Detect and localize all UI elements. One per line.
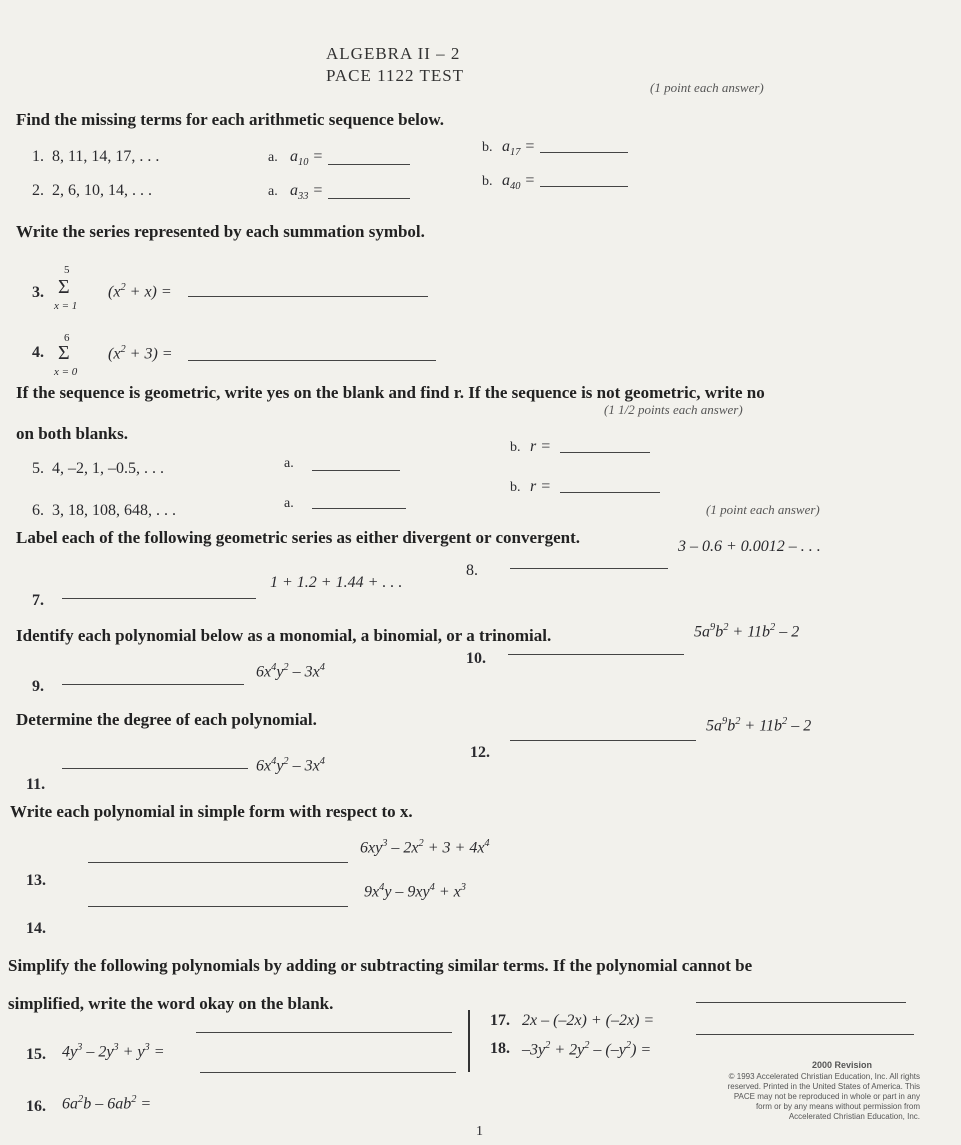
question-14-number: 14. — [26, 920, 46, 937]
question-2b-label: b. — [482, 174, 493, 189]
question-17-number: 17. — [490, 1012, 510, 1029]
question-15-number: 15. — [26, 1046, 46, 1063]
question-11-expression: $6x^4y^2 - 3x^4$ — [256, 756, 325, 775]
question-12-number: 12. — [470, 744, 490, 761]
question-2a-label: a. — [268, 184, 278, 199]
question-3-upper-limit: 5 — [64, 264, 70, 276]
answer-18-blank[interactable] — [696, 1034, 914, 1035]
question-5-number: 5. — [32, 460, 44, 477]
question-6b-r: r = — [530, 478, 552, 495]
question-10-number: 10. — [466, 650, 486, 667]
question-6-number: 6. — [32, 502, 44, 519]
answer-5b-blank[interactable] — [560, 452, 650, 453]
question-16-expression: $6a^2b - 6ab^2$ = — [62, 1094, 152, 1113]
question-5-sequence: 4, –2, 1, –0.5, . . . — [52, 460, 164, 477]
question-1-sequence: 8, 11, 14, 17, . . . — [52, 148, 160, 165]
section-degree-heading: Determine the degree of each polynomial. — [16, 710, 317, 729]
section-simplify-heading-line-1: Simplify the following polynomials by adding or subtracting similar terms. If the polynomial cannot be — [8, 956, 753, 975]
answer-13-blank[interactable] — [88, 862, 348, 863]
revision-note: 2000 Revision — [812, 1060, 873, 1070]
section-geometric-heading-line-2: on both blanks. — [16, 424, 128, 443]
question-5b-r: r = — [530, 438, 552, 455]
question-11-number: 11. — [26, 776, 46, 793]
question-15-expression: $4y^3 - 2y^3 + y^3$ = — [62, 1042, 165, 1061]
question-1a-term: $a_{10}$ = — [290, 148, 324, 169]
question-2-number: 2. — [32, 182, 44, 199]
question-6-sequence: 3, 18, 108, 648, . . . — [52, 502, 176, 519]
answer-15-blank[interactable] — [196, 1032, 452, 1033]
section-geometric-heading-line-1: If the sequence is geometric, write yes on the blank and find r. If the sequence is not geometric, write no — [16, 383, 765, 402]
answer-9-blank[interactable] — [62, 684, 244, 685]
question-6a-label: a. — [284, 496, 294, 511]
question-3-expression: $(x^2 + x)$ = — [108, 282, 172, 301]
question-7-expression: 1 + 1.2 + 1.44 + . . . — [270, 574, 403, 591]
section-simplify-heading-line-2: simplified, write the word okay on the blank. — [8, 994, 334, 1013]
answer-17-blank[interactable] — [696, 1002, 906, 1003]
copyright-notice: © 1993 Accelerated Christian Education, Inc. All rights reserved. Printed in the United States of America. This PACE may not be reproduced in whole or part in any form or by any means without permission from Accelerated Christian Education, Inc. — [727, 1072, 920, 1121]
answer-11-blank[interactable] — [62, 768, 248, 769]
answer-3-blank[interactable] — [188, 296, 428, 297]
question-1b-term: $a_{17}$ = — [502, 138, 536, 159]
question-4-number: 4. — [32, 344, 44, 361]
page-number: 1 — [476, 1124, 483, 1139]
answer-12-blank[interactable] — [510, 740, 696, 741]
section-simple-form-heading: Write each polynomial in simple form with respect to x. — [10, 802, 413, 821]
answer-4-blank[interactable] — [188, 360, 436, 361]
answer-6b-blank[interactable] — [560, 492, 660, 493]
section-polynomial-type-heading: Identify each polynomial below as a monomial, a binomial, or a trinomial. — [16, 626, 552, 645]
question-2b-term: $a_{40}$ = — [502, 172, 536, 193]
question-8-expression: 3 – 0.6 + 0.0012 – . . . — [678, 538, 821, 555]
question-5a-label: a. — [284, 456, 294, 471]
section-arithmetic-heading: Find the missing terms for each arithmetic sequence below. — [16, 110, 444, 129]
answer-10-blank[interactable] — [508, 654, 684, 655]
question-13-number: 13. — [26, 872, 46, 889]
points-note-3: (1 point each answer) — [706, 502, 820, 517]
question-16-number: 16. — [26, 1098, 46, 1115]
question-17-expression: 2x – (–2x) + (–2x) = — [522, 1012, 655, 1029]
question-18-expression: $-3y^2 + 2y^2 - (-y^2)$ = — [522, 1040, 652, 1059]
question-4-lower-limit: x = 0 — [54, 366, 78, 378]
question-8-number: 8. — [466, 562, 478, 579]
section-divergent-heading: Label each of the following geometric series as either divergent or convergent. — [16, 528, 581, 547]
question-2a-term: $a_{33}$ = — [290, 182, 324, 203]
answer-14-blank[interactable] — [88, 906, 348, 907]
question-9-number: 9. — [32, 678, 44, 695]
question-12-expression: $5a^9b^2 + 11b^2 - 2$ — [706, 716, 812, 735]
question-1b-label: b. — [482, 140, 493, 155]
question-4-expression: $(x^2 + 3)$ = — [108, 344, 173, 363]
answer-5a-blank[interactable] — [312, 470, 400, 471]
answer-6a-blank[interactable] — [312, 508, 406, 509]
answer-1a-blank[interactable] — [328, 164, 410, 165]
question-4-upper-limit: 6 — [64, 332, 70, 344]
column-divider — [468, 1010, 470, 1072]
page-subtitle: PACE 1122 TEST — [326, 66, 465, 85]
section-summation-heading: Write the series represented by each summation symbol. — [16, 222, 425, 241]
answer-7-blank[interactable] — [62, 598, 256, 599]
question-13-expression: $6xy^3 - 2x^2 + 3 + 4x^4$ — [360, 838, 490, 857]
points-note-1: (1 point each answer) — [650, 80, 764, 95]
answer-16-blank[interactable] — [200, 1072, 456, 1073]
question-3-lower-limit: x = 1 — [54, 300, 78, 312]
points-note-2: (1 1/2 points each answer) — [604, 402, 743, 417]
question-14-expression: $9x^4y - 9xy^4 + x^3$ — [364, 882, 466, 901]
answer-2a-blank[interactable] — [328, 198, 410, 199]
question-18-number: 18. — [490, 1040, 510, 1057]
question-9-expression: $6x^4y^2 - 3x^4$ — [256, 662, 325, 681]
answer-1b-blank[interactable] — [540, 152, 628, 153]
question-3-sigma-symbol: Σ — [58, 276, 70, 298]
answer-2b-blank[interactable] — [540, 186, 628, 187]
question-2-sequence: 2, 6, 10, 14, . . . — [52, 182, 152, 199]
question-1-number: 1. — [32, 148, 44, 165]
question-4-sigma-symbol: Σ — [58, 342, 70, 364]
question-6b-label: b. — [510, 480, 521, 495]
question-1a-label: a. — [268, 150, 278, 165]
answer-8-blank[interactable] — [510, 568, 668, 569]
question-10-expression: $5a^9b^2 + 11b^2 - 2$ — [694, 622, 800, 641]
page-title: ALGEBRA II – 2 — [326, 44, 461, 63]
question-3-number: 3. — [32, 284, 44, 301]
question-7-number: 7. — [32, 592, 44, 609]
question-5b-label: b. — [510, 440, 521, 455]
